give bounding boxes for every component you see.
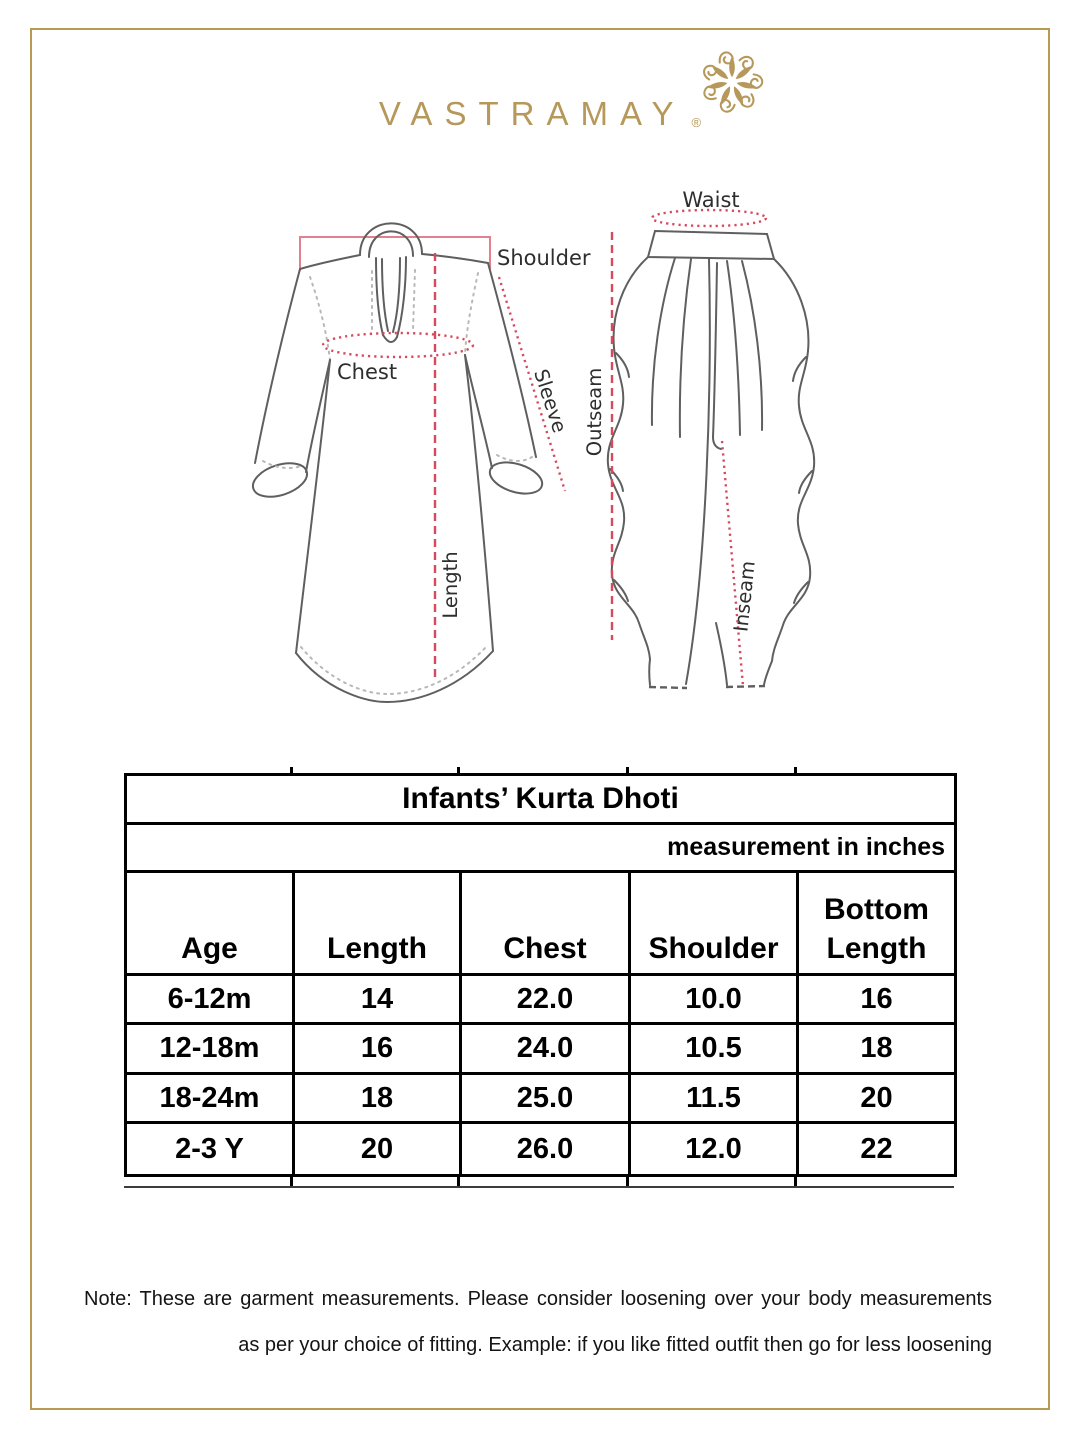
table-cell: 25.0	[461, 1074, 630, 1123]
grid-tick	[290, 767, 293, 773]
table-cell: 22	[798, 1123, 956, 1176]
grid-tick	[626, 767, 629, 773]
table-cell: 10.0	[630, 975, 798, 1024]
note-line-1: Note: These are garment measurements. Please consider loosening over your body measurements	[84, 1288, 992, 1310]
grid-tick	[457, 1177, 460, 1186]
inseam-label: Inseam	[729, 559, 760, 633]
brand-ornament-icon	[699, 49, 765, 115]
table-cell: 16	[798, 975, 956, 1024]
column-header-age: Age	[126, 872, 294, 975]
table-cell: 2-3 Y	[126, 1123, 294, 1176]
column-header-length: Length	[294, 872, 461, 975]
grid-tick	[794, 1177, 797, 1186]
unit-note: measurement in inches	[126, 824, 956, 872]
column-header-chest: Chest	[461, 872, 630, 975]
length-label: Length	[439, 551, 462, 619]
registered-trademark: ®	[691, 115, 702, 130]
kurta-diagram	[249, 223, 591, 702]
table-row	[126, 1123, 956, 1176]
table-cell: 20	[294, 1123, 461, 1176]
table-cell: 12.0	[630, 1123, 798, 1176]
table-cell: 20	[798, 1074, 956, 1123]
grid-tick	[794, 767, 797, 773]
brand-header	[0, 66, 1080, 130]
table-title-row	[126, 775, 956, 824]
grid-tick	[457, 767, 460, 773]
table-cell: 22.0	[461, 975, 630, 1024]
table-row	[126, 1074, 956, 1123]
column-header-bottom-length: Bottom Length	[798, 872, 956, 975]
table-row	[126, 1024, 956, 1074]
table-title: Infants’ Kurta Dhoti	[126, 775, 956, 824]
size-chart-table	[124, 773, 957, 1177]
chest-label: Chest	[337, 360, 398, 384]
measurement-note	[84, 1276, 992, 1368]
sleeve-label: Sleeve	[529, 366, 572, 436]
waist-label: Waist	[682, 188, 740, 212]
table-unit-row	[126, 824, 956, 872]
column-header-shoulder: Shoulder	[630, 872, 798, 975]
waist-measure-ellipse	[652, 210, 766, 226]
table-cell: 24.0	[461, 1024, 630, 1074]
table-cell: 12-18m	[126, 1024, 294, 1074]
table-cell: 16	[294, 1024, 461, 1074]
table-header-row	[126, 872, 956, 975]
brand-wordmark: VASTRAMAY	[378, 95, 686, 132]
shoulder-label: Shoulder	[497, 246, 591, 270]
table-bottom-rule	[124, 1186, 954, 1188]
measurement-diagrams	[235, 185, 875, 760]
table-cell: 11.5	[630, 1074, 798, 1123]
outseam-label: Outseam	[583, 367, 606, 457]
grid-tick	[626, 1177, 629, 1186]
table-cell: 18	[798, 1024, 956, 1074]
size-chart	[124, 773, 954, 1177]
table-cell: 14	[294, 975, 461, 1024]
table-cell: 10.5	[630, 1024, 798, 1074]
shoulder-measure-line	[300, 237, 490, 271]
table-cell: 18	[294, 1074, 461, 1123]
table-cell: 18-24m	[126, 1074, 294, 1123]
grid-tick	[290, 1177, 293, 1186]
table-cell: 6-12m	[126, 975, 294, 1024]
table-row	[126, 975, 956, 1024]
note-line-2: as per your choice of fitting. Example: if you like fitted outfit then go for less loosening	[238, 1334, 992, 1356]
dhoti-diagram	[583, 188, 814, 688]
table-cell: 26.0	[461, 1123, 630, 1176]
